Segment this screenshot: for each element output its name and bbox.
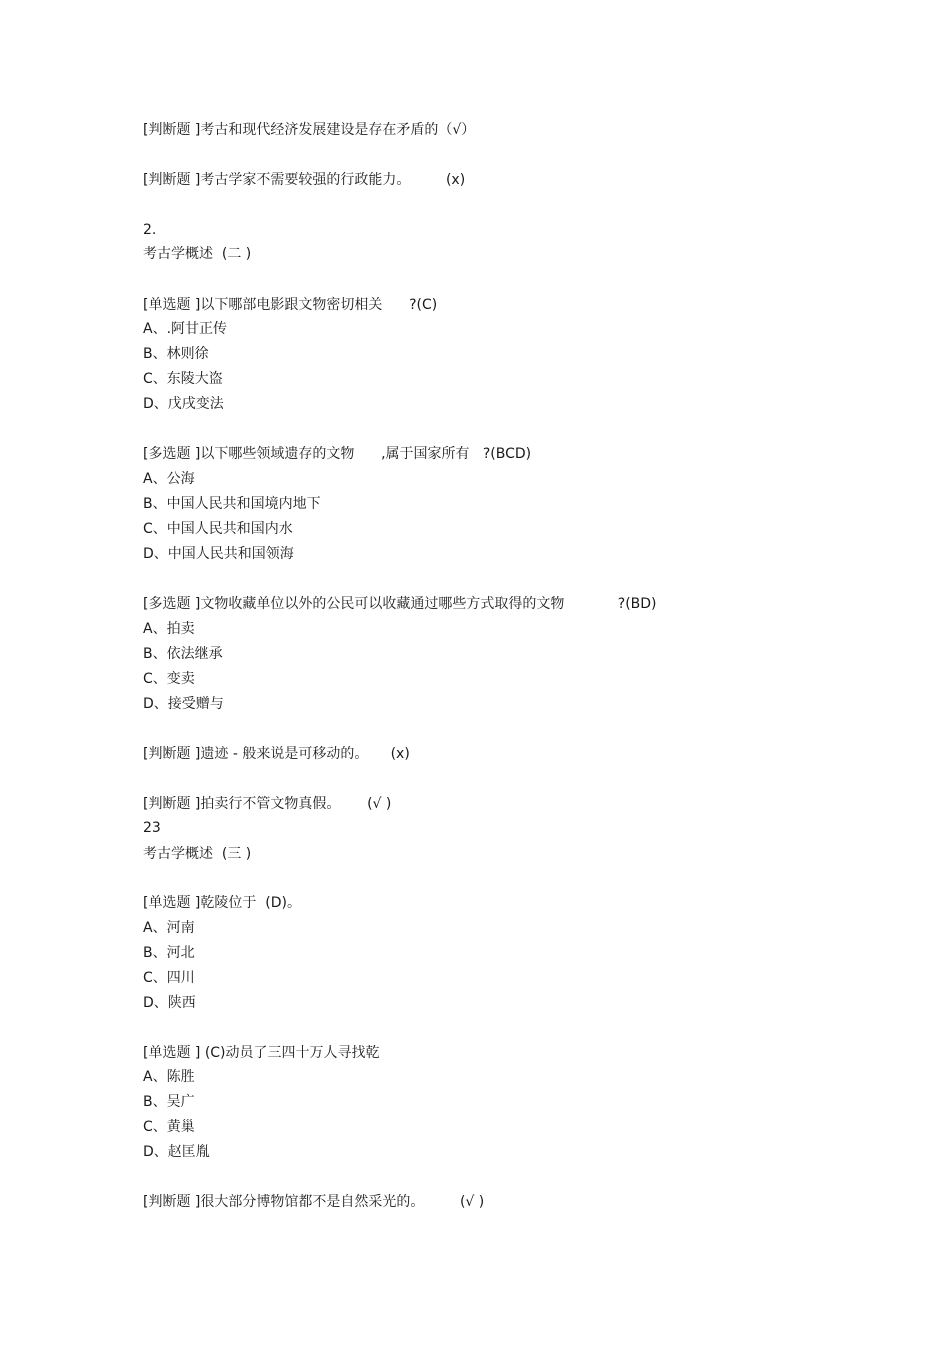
true-false-question-1: [判断题 ]考古和现代经济发展建设是存在矛盾的（√） xyxy=(143,122,476,138)
option-b: B、依法继承 xyxy=(143,646,223,662)
option-d: D、赵匡胤 xyxy=(143,1144,210,1160)
multiple-choice-question-1: [多选题 ]以下哪些领域遗存的文物 ,属于国家所有 ?(BCD) xyxy=(143,446,532,462)
option-d: D、接受赠与 xyxy=(143,696,224,712)
option-a: A、拍卖 xyxy=(143,621,195,637)
true-false-question-5: [判断题 ]很大部分博物馆都不是自然采光的。 (√ ) xyxy=(143,1194,485,1210)
single-choice-question-3: [单选题 ] (C)动员了三四十万人寻找乾 xyxy=(143,1045,380,1061)
option-d: D、中国人民共和国领海 xyxy=(143,546,294,562)
true-false-question-4: [判断题 ]拍卖行不管文物真假。 (√ ) xyxy=(143,796,392,812)
option-c: C、四川 xyxy=(143,970,195,986)
option-c: C、中国人民共和国内水 xyxy=(143,521,293,537)
option-c: C、东陵大盗 xyxy=(143,371,223,387)
option-a: A、河南 xyxy=(143,920,195,936)
single-choice-question-1: [单选题 ]以下哪部电影跟文物密切相关 ?(C) xyxy=(143,297,438,313)
true-false-question-3: [判断题 ]遗迹 - 般来说是可移动的。 (x) xyxy=(143,746,410,762)
option-c: C、黄巢 xyxy=(143,1119,195,1135)
section-number-2: 2. xyxy=(143,222,157,238)
option-a: A、.阿甘正传 xyxy=(143,321,228,337)
section-title-2: 考古学概述 (二 ) xyxy=(143,246,252,262)
option-a: A、陈胜 xyxy=(143,1069,195,1085)
option-a: A、公海 xyxy=(143,471,195,487)
option-d: D、陕西 xyxy=(143,995,196,1011)
option-c: C、变卖 xyxy=(143,671,195,687)
true-false-question-2: [判断题 ]考古学家不需要较强的行政能力。 (x) xyxy=(143,172,466,188)
single-choice-question-2: [单选题 ]乾陵位于 (D)。 xyxy=(143,895,301,911)
option-b: B、河北 xyxy=(143,945,195,961)
option-b: B、吴广 xyxy=(143,1094,195,1110)
section-title-3: 考古学概述 (三 ) xyxy=(143,846,252,862)
section-number-3: 23 xyxy=(143,820,161,836)
multiple-choice-question-2: [多选题 ]文物收藏单位以外的公民可以收藏通过哪些方式取得的文物 ?(BD) xyxy=(143,596,657,612)
option-d: D、戊戌变法 xyxy=(143,396,224,412)
option-b: B、林则徐 xyxy=(143,346,209,362)
option-b: B、中国人民共和国境内地下 xyxy=(143,496,321,512)
